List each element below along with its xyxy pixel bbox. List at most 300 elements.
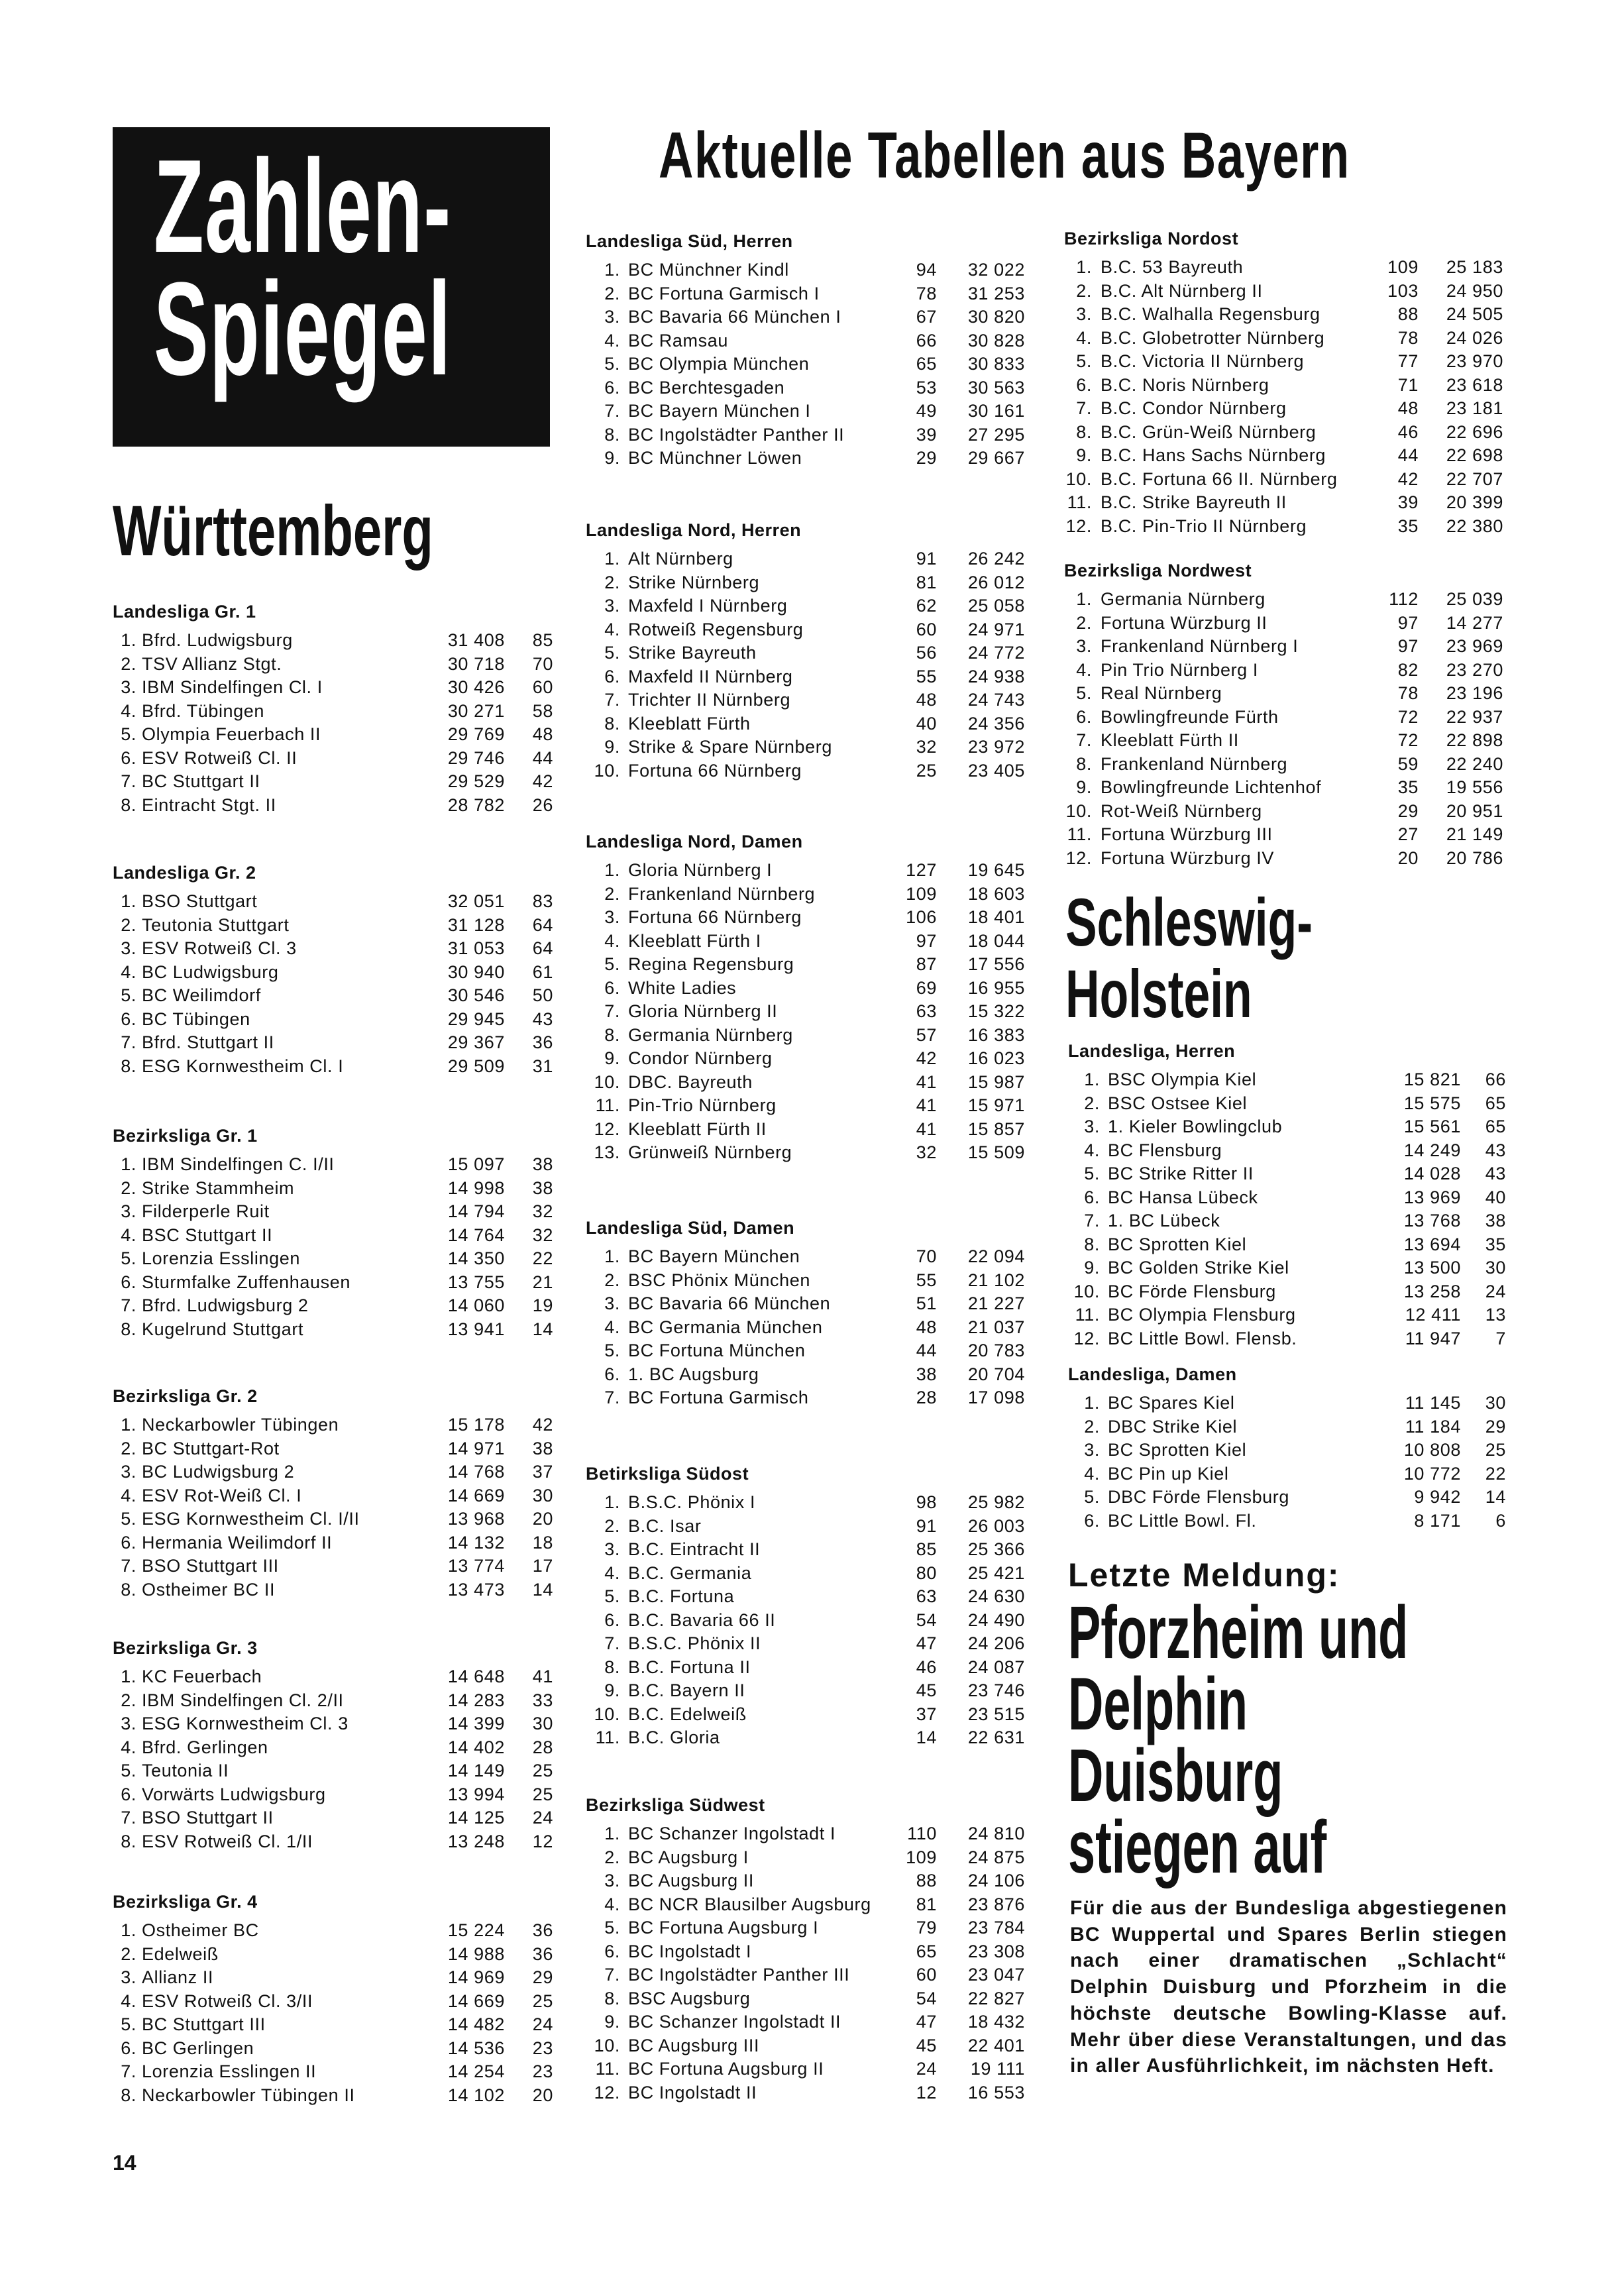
team-name: BC Stuttgart-Rot bbox=[142, 1438, 280, 1458]
value-2: 24 772 bbox=[967, 643, 1025, 663]
rank: 3. bbox=[121, 1967, 136, 1987]
rank: 10. bbox=[594, 760, 620, 781]
rank: 5. bbox=[121, 1761, 136, 1780]
rank: 12. bbox=[594, 1119, 620, 1139]
rank: 3. bbox=[121, 1462, 136, 1482]
table-row bbox=[113, 676, 557, 700]
value-2: 30 bbox=[532, 1485, 553, 1505]
value-2: 24 630 bbox=[967, 1586, 1025, 1606]
value-1: 24 bbox=[916, 2059, 937, 2079]
value-1: 109 bbox=[906, 1847, 937, 1867]
rank: 13. bbox=[594, 1142, 620, 1162]
table-row bbox=[1064, 397, 1508, 421]
team-name: Pin Trio Nürnberg I bbox=[1101, 659, 1258, 680]
value-2: 37 bbox=[532, 1462, 553, 1482]
value-1: 72 bbox=[1397, 730, 1419, 750]
value-2: 29 bbox=[1485, 1416, 1506, 1437]
rank: 11. bbox=[595, 1727, 620, 1747]
value-1: 65 bbox=[916, 354, 937, 374]
table-row bbox=[1064, 421, 1508, 445]
value-2: 24 026 bbox=[1446, 327, 1503, 348]
table-row bbox=[1064, 800, 1508, 824]
value-1: 88 bbox=[1397, 304, 1419, 324]
value-1: 28 bbox=[916, 1388, 937, 1407]
table-row bbox=[113, 1008, 557, 1032]
rank: 2. bbox=[121, 653, 136, 674]
rank: 11. bbox=[1067, 824, 1092, 844]
value-1: 30 271 bbox=[447, 700, 505, 721]
rank: 9. bbox=[604, 737, 620, 757]
team-name: Germania Nürnberg bbox=[628, 1024, 793, 1045]
value-2: 23 405 bbox=[967, 760, 1025, 781]
value-2: 23 308 bbox=[967, 1941, 1025, 1961]
value-2: 23 746 bbox=[967, 1680, 1025, 1700]
team-name: Filderperle Ruit bbox=[142, 1201, 270, 1221]
value-1: 29 769 bbox=[447, 724, 505, 744]
rank: 5. bbox=[1076, 683, 1092, 703]
rank: 11. bbox=[595, 1095, 620, 1115]
team-name: BC NCR Blausilber Augsburg bbox=[628, 1894, 871, 1914]
rank: 6. bbox=[604, 377, 620, 398]
value-1: 15 097 bbox=[447, 1154, 505, 1174]
team-name: Sturmfalke Zuffenhausen bbox=[142, 1272, 350, 1292]
team-name: Alt Nürnberg bbox=[628, 549, 733, 569]
value-2: 43 bbox=[532, 1009, 553, 1029]
team-name: BC Bayern München bbox=[628, 1246, 800, 1266]
team-name: Neckarbowler Tübingen II bbox=[142, 2085, 355, 2105]
rank: 9. bbox=[604, 448, 620, 468]
team-name: B.C. Victoria II Nürnberg bbox=[1101, 351, 1305, 371]
table-row bbox=[1064, 350, 1508, 374]
value-2: 24 087 bbox=[967, 1657, 1025, 1677]
rank: 5. bbox=[121, 1509, 136, 1529]
value-2: 24 490 bbox=[967, 1610, 1025, 1630]
team-name: BC Ramsau bbox=[628, 330, 728, 351]
team-name: DBC Förde Flensburg bbox=[1108, 1487, 1290, 1507]
rank: 2. bbox=[1076, 612, 1092, 633]
team-name: Germania Nürnberg bbox=[1101, 589, 1266, 609]
value-1: 127 bbox=[906, 860, 937, 880]
rank: 3. bbox=[121, 677, 136, 697]
table-row bbox=[586, 305, 1032, 329]
value-2: 30 bbox=[532, 1714, 553, 1733]
league-table bbox=[586, 227, 1032, 470]
region-title-wuerttemberg: Württemberg bbox=[113, 490, 433, 571]
value-2: 23 196 bbox=[1446, 683, 1503, 703]
team-name: Edelweiß bbox=[142, 1943, 219, 1964]
value-1: 66 bbox=[916, 330, 937, 351]
value-1: 14 669 bbox=[447, 1991, 505, 2011]
value-2: 23 972 bbox=[967, 737, 1025, 757]
rank: 2. bbox=[121, 1943, 136, 1964]
team-name: BC Fortuna Augsburg I bbox=[628, 1918, 819, 1938]
value-2: 20 951 bbox=[1446, 800, 1503, 821]
value-2: 65 bbox=[1485, 1093, 1506, 1113]
rank: 4. bbox=[121, 1737, 136, 1757]
value-1: 20 bbox=[1397, 847, 1419, 868]
value-1: 49 bbox=[916, 401, 937, 421]
rank: 6. bbox=[604, 977, 620, 998]
rank: 4. bbox=[604, 330, 620, 351]
value-1: 11 184 bbox=[1405, 1416, 1461, 1437]
team-name: Olympia Feuerbach II bbox=[142, 724, 321, 744]
team-name: BC Ingolstädter Panther II bbox=[628, 424, 845, 445]
rank: 5. bbox=[121, 2014, 136, 2034]
value-1: 32 051 bbox=[447, 891, 505, 911]
box-title-line1: Zahlen- bbox=[154, 133, 452, 280]
team-name: KC Feuerbach bbox=[142, 1667, 262, 1686]
value-1: 87 bbox=[916, 954, 937, 974]
team-name: B.C. Isar bbox=[628, 1515, 702, 1536]
team-name: B.C. Grün-Weiß Nürnberg bbox=[1101, 421, 1317, 442]
value-1: 69 bbox=[916, 977, 937, 998]
league-heading: Landesliga, Damen bbox=[1068, 1364, 1237, 1384]
team-name: Fortuna Würzburg II bbox=[1101, 612, 1267, 633]
table-row bbox=[113, 1990, 557, 2014]
value-1: 30 718 bbox=[447, 653, 505, 674]
value-2: 23 181 bbox=[1446, 398, 1503, 418]
table-row bbox=[1064, 706, 1508, 730]
team-name: TSV Allianz Stgt. bbox=[142, 653, 282, 674]
table-row bbox=[113, 1712, 557, 1736]
table-row bbox=[586, 423, 1032, 447]
team-name: Lorenzia Esslingen II bbox=[142, 2061, 317, 2081]
team-name: BC Münchner Kindl bbox=[628, 260, 789, 280]
value-2: 66 bbox=[1485, 1069, 1506, 1089]
value-1: 14 102 bbox=[447, 2085, 505, 2105]
table-row bbox=[113, 1919, 557, 1943]
value-2: 26 003 bbox=[967, 1515, 1025, 1536]
league-table bbox=[113, 1121, 557, 1341]
league-table bbox=[113, 1382, 557, 1602]
table-row bbox=[586, 2081, 1032, 2105]
value-2: 30 bbox=[1485, 1258, 1506, 1278]
team-name: BC Germania München bbox=[628, 1317, 823, 1337]
team-name: BC Weilimdorf bbox=[142, 985, 261, 1005]
rank: 6. bbox=[1076, 374, 1092, 395]
table-row bbox=[586, 282, 1032, 306]
table-row bbox=[586, 1024, 1032, 1048]
value-1: 39 bbox=[1397, 492, 1419, 512]
table-row bbox=[113, 1507, 557, 1531]
team-name: BC Stuttgart III bbox=[142, 2014, 266, 2034]
rank: 7. bbox=[121, 771, 136, 791]
value-1: 30 546 bbox=[447, 985, 505, 1005]
team-name: ESG Kornwestheim Cl. 3 bbox=[142, 1714, 349, 1733]
value-1: 27 bbox=[1397, 824, 1419, 844]
team-name: ESG Kornwestheim Cl. I bbox=[142, 1056, 344, 1076]
league-heading: Landesliga Gr. 1 bbox=[113, 602, 256, 622]
rank: 10. bbox=[1065, 800, 1092, 821]
rank: 2. bbox=[604, 1847, 620, 1867]
value-2: 30 bbox=[1485, 1393, 1506, 1413]
value-1: 103 bbox=[1387, 280, 1419, 301]
table-row bbox=[586, 1609, 1032, 1633]
rank: 2. bbox=[1084, 1416, 1100, 1437]
team-name: Bowlingfreunde Lichtenhof bbox=[1101, 777, 1322, 797]
value-1: 67 bbox=[916, 307, 937, 327]
rank: 8. bbox=[1076, 421, 1092, 442]
table-row bbox=[113, 2013, 557, 2037]
value-1: 14 132 bbox=[447, 1532, 505, 1553]
value-1: 63 bbox=[916, 1586, 937, 1606]
rank: 6. bbox=[121, 1009, 136, 1029]
team-name: Bfrd. Ludwigsburg bbox=[142, 630, 293, 650]
table-row bbox=[1064, 847, 1508, 871]
value-2: 35 bbox=[1485, 1234, 1506, 1254]
league-table bbox=[113, 858, 557, 1078]
table-row bbox=[586, 1562, 1032, 1586]
rank: 8. bbox=[1084, 1234, 1100, 1254]
rank: 5. bbox=[604, 643, 620, 663]
table-row bbox=[586, 712, 1032, 736]
value-1: 14 536 bbox=[447, 2038, 505, 2058]
rank: 1. bbox=[604, 1824, 620, 1843]
rank: 7. bbox=[604, 1633, 620, 1653]
team-name: BC Augsburg III bbox=[628, 2035, 760, 2055]
value-2: 22 696 bbox=[1446, 421, 1503, 442]
value-1: 44 bbox=[1397, 445, 1419, 465]
team-name: B.C. Gloria bbox=[628, 1727, 720, 1747]
table-row bbox=[586, 547, 1032, 571]
value-1: 98 bbox=[916, 1492, 937, 1512]
team-name: Condor Nürnberg bbox=[628, 1048, 773, 1068]
rank: 8. bbox=[604, 713, 620, 734]
value-2: 18 044 bbox=[967, 930, 1025, 951]
value-1: 29 945 bbox=[447, 1009, 505, 1029]
league-heading: Bezirksliga Gr. 4 bbox=[113, 1892, 258, 1912]
value-1: 48 bbox=[916, 690, 937, 710]
value-1: 13 258 bbox=[1403, 1281, 1461, 1301]
table-row bbox=[586, 906, 1032, 930]
rank: 2. bbox=[121, 1438, 136, 1458]
team-name: BC Berchtesgaden bbox=[628, 377, 785, 398]
value-1: 81 bbox=[916, 1894, 937, 1914]
rank: 6. bbox=[604, 1610, 620, 1630]
value-1: 14 482 bbox=[447, 2014, 505, 2034]
value-2: 14 bbox=[532, 1319, 553, 1339]
value-1: 31 053 bbox=[447, 938, 505, 958]
table-row bbox=[1064, 468, 1508, 492]
value-2: 24 875 bbox=[967, 1847, 1025, 1867]
table-row bbox=[113, 1484, 557, 1508]
rank: 8. bbox=[604, 1024, 620, 1045]
table-row bbox=[586, 2057, 1032, 2081]
rank: 9. bbox=[1084, 1258, 1100, 1278]
table-row bbox=[586, 736, 1032, 759]
value-2: 22 937 bbox=[1446, 706, 1503, 727]
rank: 10. bbox=[1073, 1281, 1100, 1301]
team-name: BC Augsburg II bbox=[628, 1871, 755, 1890]
value-2: 26 242 bbox=[967, 549, 1025, 569]
value-1: 39 bbox=[916, 424, 937, 445]
rank: 6. bbox=[121, 747, 136, 768]
table-row bbox=[586, 1679, 1032, 1703]
table-row bbox=[586, 1245, 1032, 1269]
rank: 5. bbox=[1076, 351, 1092, 371]
value-1: 54 bbox=[916, 1610, 937, 1630]
team-name: BC Golden Strike Kiel bbox=[1108, 1258, 1289, 1278]
team-name: ESV Rot-Weiß Cl. I bbox=[142, 1485, 302, 1505]
rank: 6. bbox=[121, 1272, 136, 1292]
rank: 12. bbox=[1065, 516, 1092, 536]
value-2: 20 399 bbox=[1446, 492, 1503, 512]
table-row bbox=[586, 376, 1032, 400]
table-row bbox=[586, 1118, 1032, 1142]
rank: 2. bbox=[604, 572, 620, 592]
rank: 7. bbox=[604, 690, 620, 710]
headline-line: stiegen auf bbox=[1068, 1806, 1327, 1888]
team-name: BC Fortuna Augsburg II bbox=[628, 2059, 824, 2079]
value-2: 29 bbox=[532, 1967, 553, 1987]
value-2: 41 bbox=[532, 1667, 553, 1686]
team-name: B.C. Fortuna bbox=[628, 1586, 735, 1606]
team-name: BC Bavaria 66 München I bbox=[628, 307, 841, 327]
team-name: B.S.C. Phönix II bbox=[628, 1633, 761, 1653]
table-row bbox=[586, 1269, 1032, 1293]
rank: 4. bbox=[604, 1562, 620, 1583]
value-1: 14 350 bbox=[447, 1248, 505, 1268]
league-heading: Bezirksliga Nordost bbox=[1064, 229, 1239, 248]
team-name: Real Nürnberg bbox=[1101, 683, 1222, 703]
value-2: 30 828 bbox=[967, 330, 1025, 351]
value-2: 21 149 bbox=[1446, 824, 1503, 844]
value-2: 23 876 bbox=[967, 1894, 1025, 1914]
value-2: 23 784 bbox=[967, 1918, 1025, 1938]
value-2: 31 bbox=[532, 1056, 553, 1076]
value-1: 13 994 bbox=[447, 1784, 505, 1804]
value-2: 24 bbox=[532, 2014, 553, 2034]
team-name: BC Little Bowl. Fl. bbox=[1108, 1510, 1257, 1531]
rank: 4. bbox=[121, 961, 136, 982]
value-2: 20 bbox=[532, 2085, 553, 2105]
value-2: 58 bbox=[532, 700, 553, 721]
value-1: 13 774 bbox=[447, 1556, 505, 1576]
table-row bbox=[586, 1071, 1032, 1095]
table-row bbox=[113, 1437, 557, 1461]
value-1: 71 bbox=[1397, 374, 1419, 395]
team-name: B.C. Condor Nürnberg bbox=[1101, 398, 1287, 418]
team-name: Rot-Weiß Nürnberg bbox=[1101, 800, 1262, 821]
value-1: 29 509 bbox=[447, 1056, 505, 1076]
rank: 11. bbox=[595, 2059, 620, 2079]
team-name: B.C. Strike Bayreuth II bbox=[1101, 492, 1287, 512]
rank: 6. bbox=[604, 1941, 620, 1961]
team-name: Grünweiß Nürnberg bbox=[628, 1142, 792, 1162]
rank: 7. bbox=[604, 401, 620, 421]
rank: 12. bbox=[1065, 847, 1092, 868]
value-2: 25 058 bbox=[967, 596, 1025, 616]
table-row bbox=[1068, 1327, 1508, 1351]
team-name: BC Ingolstädter Panther III bbox=[628, 1965, 850, 1985]
team-name: BSC Phönix München bbox=[628, 1270, 810, 1290]
value-2: 17 556 bbox=[967, 954, 1025, 974]
value-1: 29 529 bbox=[447, 771, 505, 791]
rank: 5. bbox=[121, 1248, 136, 1268]
rank: 8. bbox=[121, 794, 136, 815]
table-row bbox=[113, 1031, 557, 1055]
value-2: 28 bbox=[532, 1737, 553, 1757]
value-2: 15 971 bbox=[967, 1095, 1025, 1115]
table-row bbox=[586, 1047, 1032, 1071]
value-1: 29 367 bbox=[447, 1032, 505, 1052]
rank: 10. bbox=[594, 2035, 620, 2055]
table-row bbox=[113, 747, 557, 771]
rank: 11. bbox=[1075, 1305, 1100, 1325]
table-row bbox=[113, 653, 557, 677]
value-2: 24 106 bbox=[967, 1871, 1025, 1890]
league-heading: Landesliga Gr. 2 bbox=[113, 863, 256, 883]
team-name: BC Augsburg I bbox=[628, 1847, 749, 1867]
team-name: Fortuna Würzburg III bbox=[1101, 824, 1273, 844]
value-2: 83 bbox=[532, 891, 553, 911]
value-2: 16 553 bbox=[967, 2082, 1025, 2103]
table-row bbox=[586, 258, 1032, 282]
value-1: 14 249 bbox=[1403, 1140, 1461, 1160]
rank: 3. bbox=[604, 907, 620, 927]
team-name: B.C. 53 Bayreuth bbox=[1101, 257, 1244, 277]
value-2: 13 bbox=[1485, 1305, 1506, 1325]
value-2: 32 bbox=[532, 1225, 553, 1245]
rank: 6. bbox=[604, 666, 620, 686]
rank: 8. bbox=[121, 1579, 136, 1600]
rank: 8. bbox=[121, 1056, 136, 1076]
team-name: Strike Stammheim bbox=[142, 1177, 295, 1198]
value-2: 23 047 bbox=[967, 1965, 1025, 1985]
team-name: ESG Kornwestheim Cl. I/II bbox=[142, 1509, 360, 1529]
value-1: 14 254 bbox=[447, 2061, 505, 2081]
rank: 2. bbox=[604, 283, 620, 303]
value-2: 64 bbox=[532, 938, 553, 958]
value-2: 36 bbox=[532, 1032, 553, 1052]
team-name: Ostheimer BC bbox=[142, 1920, 259, 1940]
team-name: BC Ingolstadt I bbox=[628, 1941, 752, 1961]
rank: 2. bbox=[604, 1270, 620, 1290]
team-name: Fortuna 66 Nürnberg bbox=[628, 907, 802, 927]
value-2: 15 509 bbox=[967, 1142, 1025, 1162]
value-1: 14 764 bbox=[447, 1225, 505, 1245]
value-2: 21 037 bbox=[967, 1317, 1025, 1337]
value-2: 32 022 bbox=[967, 260, 1025, 280]
team-name: BSO Stuttgart III bbox=[142, 1556, 279, 1576]
league-table bbox=[1064, 224, 1508, 538]
team-name: B.C. Bavaria 66 II bbox=[628, 1610, 776, 1630]
rank: 7. bbox=[121, 1556, 136, 1576]
team-name: BC Little Bowl. Flensb. bbox=[1108, 1328, 1297, 1348]
rank: 1. bbox=[604, 1492, 620, 1512]
value-1: 85 bbox=[916, 1539, 937, 1559]
value-1: 57 bbox=[916, 1024, 937, 1045]
rank: 10. bbox=[594, 1071, 620, 1092]
value-1: 14 969 bbox=[447, 1967, 505, 1987]
league-table bbox=[113, 1633, 557, 1853]
value-2: 25 982 bbox=[967, 1492, 1025, 1512]
league-heading: Bezirksliga Gr. 2 bbox=[113, 1386, 258, 1406]
team-name: BC Fortuna Garmisch bbox=[628, 1388, 809, 1407]
team-name: ESV Rotweiß Cl. 1/II bbox=[142, 1831, 313, 1851]
rank: 1. bbox=[121, 1667, 136, 1686]
league-table bbox=[113, 597, 557, 817]
team-name: B.C. Noris Nürnberg bbox=[1101, 374, 1269, 395]
rank: 1. bbox=[604, 860, 620, 880]
team-name: BSO Stuttgart II bbox=[142, 1808, 274, 1828]
table-row bbox=[1068, 1162, 1508, 1186]
value-2: 26 bbox=[532, 794, 553, 815]
value-1: 13 473 bbox=[447, 1579, 505, 1600]
rank: 5. bbox=[1084, 1487, 1100, 1507]
rank: 4. bbox=[1076, 327, 1092, 348]
team-name: BSC Augsburg bbox=[628, 1988, 751, 2008]
